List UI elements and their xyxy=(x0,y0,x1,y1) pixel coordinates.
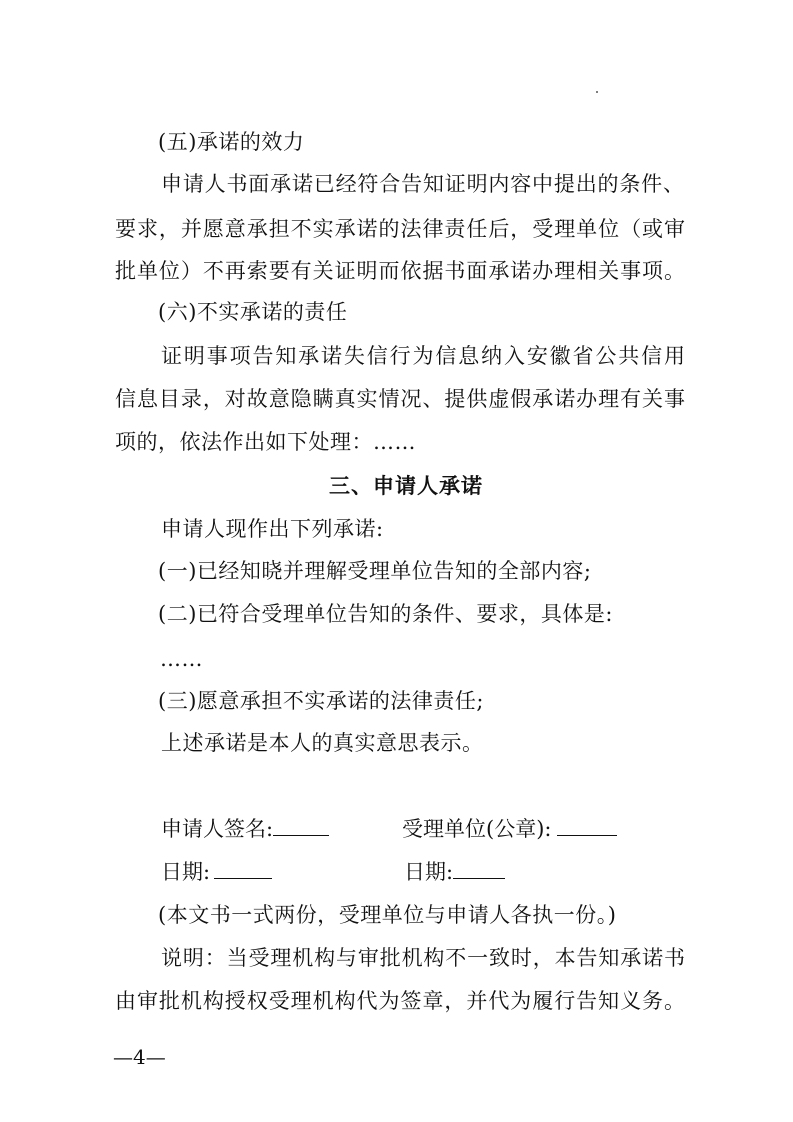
section-5-line-3: 批单位）不再索要有关证明而依据书面承诺办理相关事项。 xyxy=(115,259,685,283)
commitment-ellipsis: …… xyxy=(160,647,203,671)
section-5-title: (五)承诺的效力 xyxy=(158,130,305,154)
section-6-line-2: 信息目录，对故意隐瞒真实情况、提供虚假承诺办理有关事 xyxy=(115,387,685,411)
explanation-line-2: 由审批机构授权受理机构代为签章，并代为履行告知义务。 xyxy=(115,989,685,1013)
applicant-date-label: 日期: xyxy=(161,860,211,884)
section-6-line-1: 证明事项告知承诺失信行为信息纳入安徽省公共信用 xyxy=(161,344,685,368)
scan-speck xyxy=(596,91,598,93)
unit-date-blank xyxy=(453,858,505,879)
section-5-line-2: 要求，并愿意承担不实承诺的法律责任后，受理单位（或审 xyxy=(115,217,685,241)
commitment-statement: 上述承诺是本人的真实意思表示。 xyxy=(161,731,484,755)
section-5-line-1: 申请人书面承诺已经符合告知证明内容中提出的条件、 xyxy=(161,172,684,196)
copies-note: (本文书一式两份，受理单位与申请人各执一份。) xyxy=(158,903,617,927)
section-6-line-3: 项的，依法作出如下处理：…… xyxy=(115,430,416,454)
section-3-heading: 三、申请人承诺 xyxy=(329,474,483,498)
unit-seal-label: 受理单位(公章): xyxy=(402,817,552,841)
unit-date-field xyxy=(404,858,505,886)
applicant-date-field xyxy=(161,858,272,886)
commitment-item-2: (二)已符合受理单位告知的条件、要求，具体是: xyxy=(158,602,613,626)
applicant-signature-label: 申请人签名: xyxy=(161,817,274,841)
page-number: —4— xyxy=(113,1045,166,1069)
commitment-item-3: (三)愿意承担不实承诺的法律责任; xyxy=(158,689,484,713)
applicant-signature-blank xyxy=(273,815,329,836)
applicant-signature-field xyxy=(161,815,329,843)
unit-seal-blank xyxy=(557,815,617,836)
explanation-line-1: 说明：当受理机构与审批机构不一致时，本告知承诺书 xyxy=(161,946,685,970)
unit-seal-field xyxy=(402,815,617,843)
unit-date-label: 日期: xyxy=(404,860,454,884)
commitment-intro: 申请人现作出下列承诺: xyxy=(161,517,384,541)
section-6-title: (六)不实承诺的责任 xyxy=(158,300,348,324)
applicant-date-blank xyxy=(214,858,272,879)
commitment-item-1: (一)已经知晓并理解受理单位告知的全部内容; xyxy=(158,559,592,583)
